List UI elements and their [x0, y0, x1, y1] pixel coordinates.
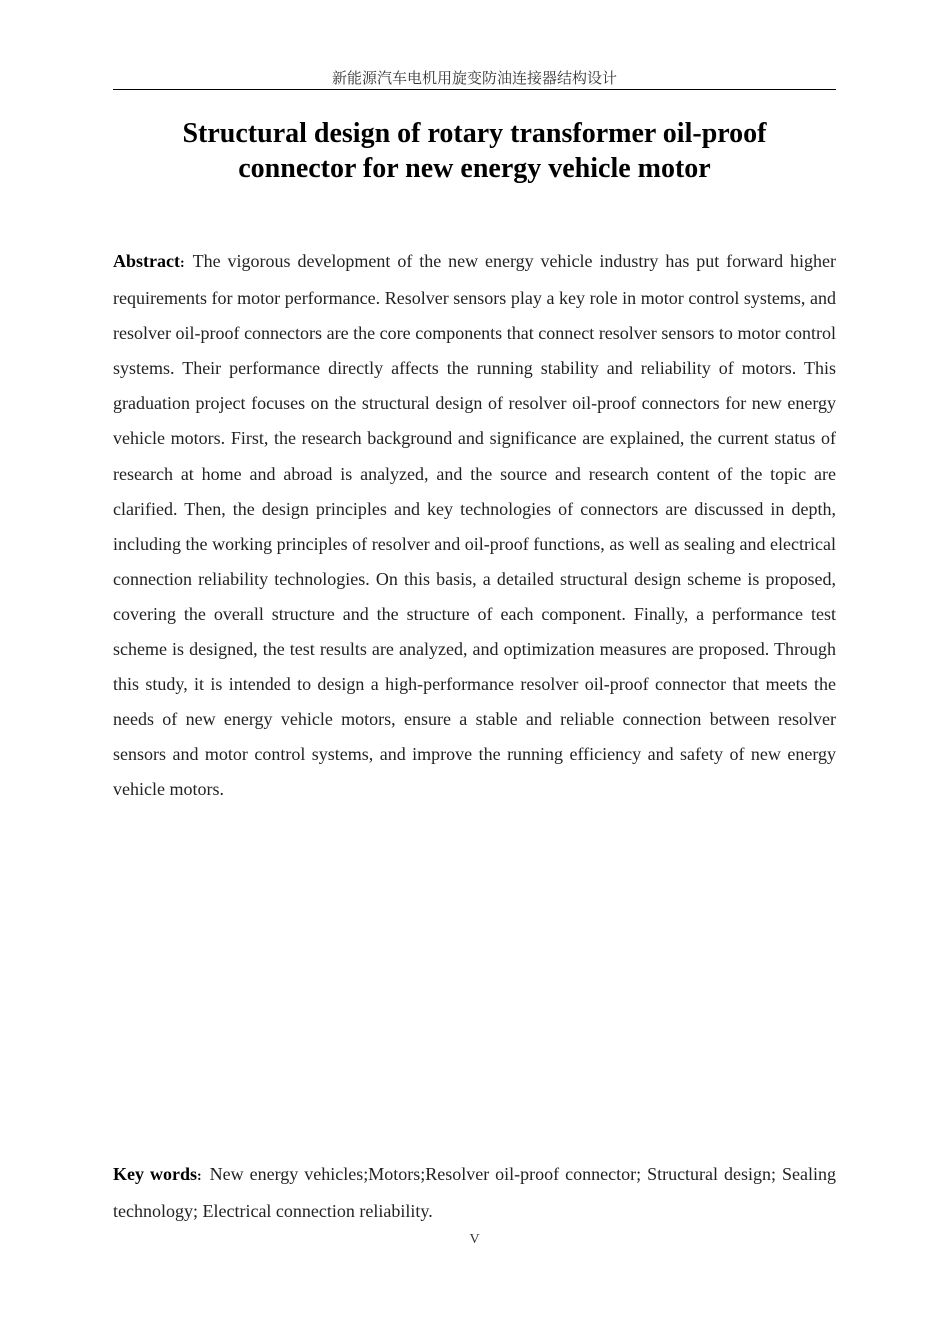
title-line-1: Structural design of rotary transformer oil-proof — [182, 118, 767, 149]
abstract-label: Abstract — [113, 251, 180, 271]
abstract-text: The vigorous development of the new energy vehicle industry has put forward higher requirements for motor performance. Resolver sensors play a key role in motor control systems, and resolver oil-proof connectors are the core components that connect resolver sensors to motor control systems. Their performance directly affects the running stability and reliability of motors. This graduation project focuses on the structural design of resolver oil-proof connectors for new energy vehicle motors. First, the research background and significance are explained, the current status of research at home and abroad is analyzed, and the source and research content of the topic are clarified. Then, the design principles and key technologies of connectors are discussed in depth, including the working principles of resolver and oil-proof functions, as well as sealing and electrical connection reliability technologies. On this basis, a detailed structural design scheme is proposed, covering the overall structure and the structure of each component. Finally, a performance test scheme is designed, the test results are analyzed, and optimization measures are proposed. Through this study, it is intended to design a high-performance resolver oil-proof connector that meets the needs of new energy vehicle motors, ensure a stable and reliable connection between resolver sensors and motor control systems, and improve the running efficiency and safety of new energy vehicle motors. — [113, 251, 836, 800]
page-number: V — [469, 1232, 480, 1247]
keywords-label: Key words — [113, 1164, 197, 1184]
keywords-section — [113, 1157, 836, 1229]
abstract-section — [113, 244, 836, 808]
title-line-2: connector for new energy vehicle motor — [238, 153, 711, 184]
header-rule — [113, 89, 836, 90]
running-header: 新能源汽车电机用旋变防油连接器结构设计 — [331, 69, 617, 87]
abstract-label-colon: : — [179, 256, 185, 271]
keywords-text: New energy vehicles;Motors;Resolver oil-proof connector; Structural design; Sealing technology; Electrical connection reliability. — [113, 1164, 836, 1221]
paper-title — [113, 116, 836, 186]
keywords-label-colon: : — [196, 1169, 202, 1184]
